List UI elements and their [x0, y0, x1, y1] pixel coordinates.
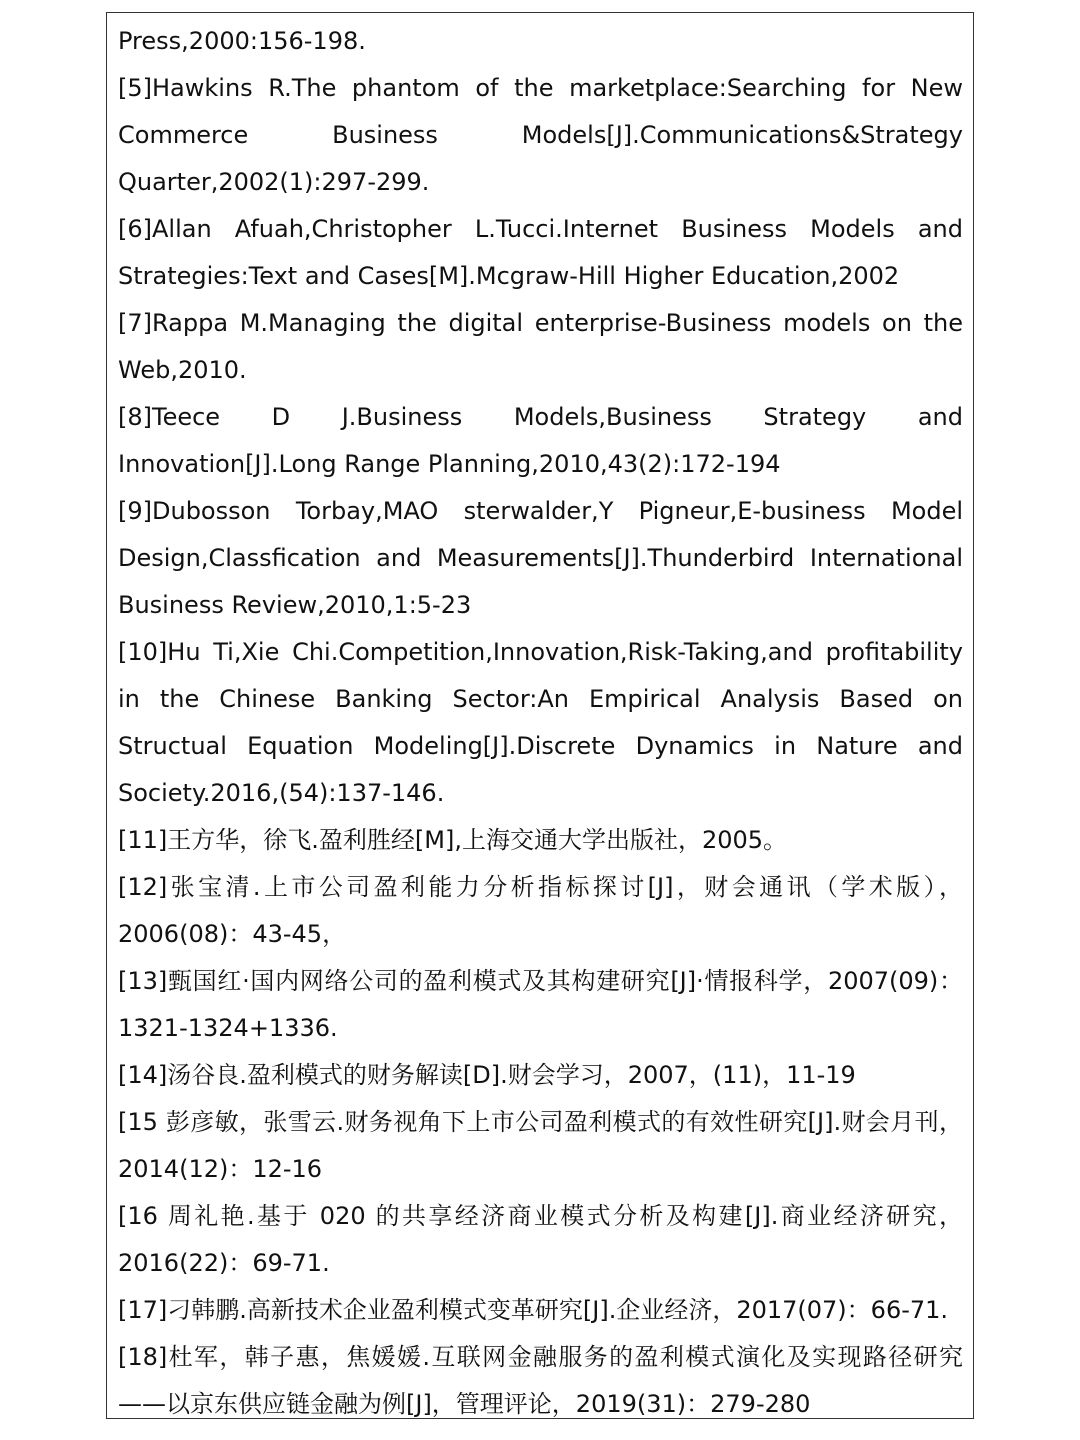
reference-entry-15: [15 彭彦敏，张雪云.财务视角下上市公司盈利模式的有效性研究[J].财会月刊，2014(12)：12-16 [118, 1108, 963, 1183]
reference-entry-6: [6]Allan Afuah,Christopher L.Tucci.Internet Business Models and Strategies:Text and Cases[M].Mcgraw-Hill Higher Education,2002 [118, 215, 963, 290]
reference-entry-12: [12]张宝清.上市公司盈利能力分析指标探讨[J]，财会通讯（学术版），2006(08)：43-45， [118, 873, 963, 948]
reference-entry-10: [10]Hu Ti,Xie Chi.Competition,Innovation,Risk-Taking,and profitability in the Chinese Banking Sector:An Empirical Analysis Based on Structual Equation Modeling[J].Discrete Dynamics in Nature and Society.2016,(54):137-146. [118, 638, 963, 807]
reference-entry-13: [13]甄国红·国内网络公司的盈利模式及其构建研究[J]·情报科学，2007(09)：1321-1324+1336. [118, 967, 963, 1042]
reference-list [118, 18, 963, 1428]
reference-entry-5: [5]Hawkins R.The phantom of the marketplace:Searching for New Commerce Business Models[J].Communications&Strategy Quarter,2002(1):297-299. [118, 74, 963, 196]
reference-entry-8: [8]Teece D J.Business Models,Business Strategy and Innovation[J].Long Range Planning,2010,43(2):172-194 [118, 403, 963, 478]
reference-entry-7: [7]Rappa M.Managing the digital enterprise-Business models on the Web,2010. [118, 309, 963, 384]
reference-entry-9: [9]Dubosson Torbay,MAO sterwalder,Y Pigneur,E-business Model Design,Classfication and Measurements[J].Thunderbird International Business Review,2010,1:5-23 [118, 497, 963, 619]
reference-entry-17: [17]刁韩鹏.高新技术企业盈利模式变革研究[J].企业经济，2017(07)：66-71. [118, 1296, 949, 1324]
reference-entry-4-continued: Press,2000:156-198. [118, 27, 366, 55]
reference-entry-18: [18]杜军，韩子惠，焦媛媛.互联网金融服务的盈利模式演化及实现路径研究——以京东供应链金融为例[J]，管理评论，2019(31)：279-280 [118, 1343, 963, 1418]
reference-entry-14: [14]汤谷良.盈利模式的财务解读[D].财会学习，2007，(11)，11-19 [118, 1061, 856, 1089]
reference-entry-11: [11]王方华，徐飞.盈利胜经[M],上海交通大学出版社，2005。 [118, 826, 788, 854]
reference-entry-16: [16 周礼艳.基于 020 的共享经济商业模式分析及构建[J].商业经济研究，2016(22)：69-71. [118, 1202, 963, 1277]
